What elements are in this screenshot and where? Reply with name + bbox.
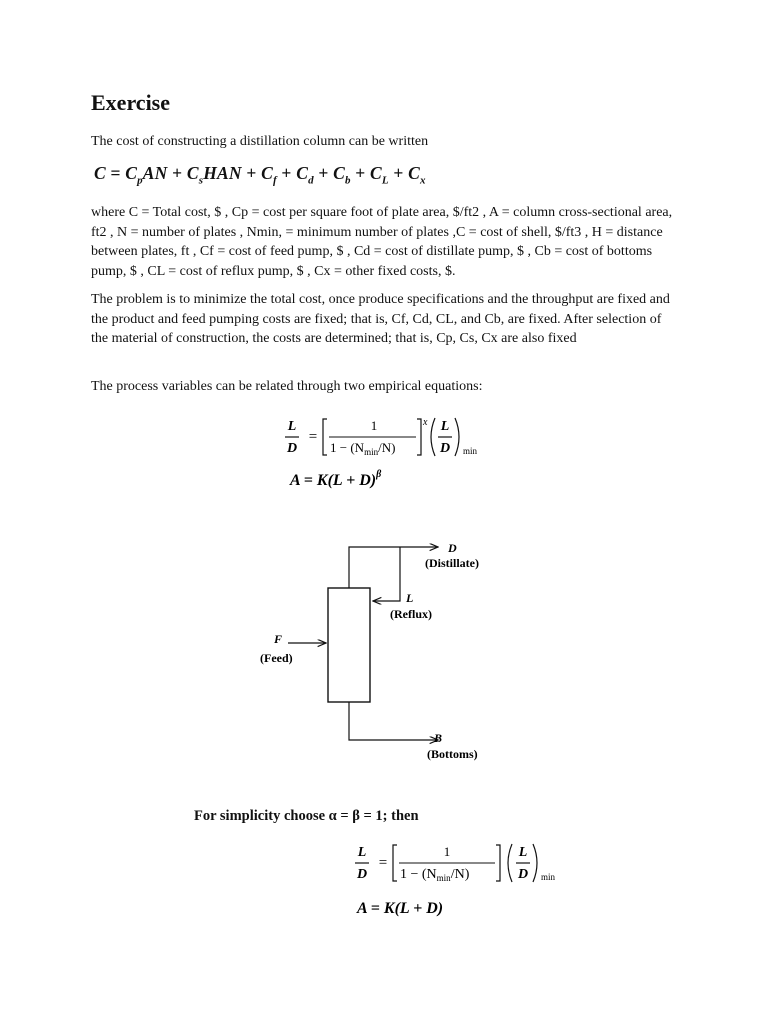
simplified-reflux-equation — [352, 836, 572, 896]
label-L: L — [406, 591, 414, 605]
eq1-D: D — [286, 441, 298, 456]
eq3-one: 1 — [443, 844, 451, 859]
eq3-D: D — [356, 867, 368, 882]
column-shape — [328, 588, 370, 702]
eq3-L: L — [357, 845, 367, 860]
definitions-text: where C = Total cost, $ , Cp = cost per square foot of plate area, $/ft2 , A = column cross-sectional area, ft2 , N = number of plates , Nmin, = minimum number of plates ,C = cost of shell, $/ft3 , H = distance between plates, ft , Cf = cost of feed pump, $ , Cd = cost of distillate pump, $ , Cb = cost of bottoms pump, $ , CL = cost of reflux pump, $ , Cx = other fixed costs, $. — [91, 205, 673, 279]
eq-plus: + — [246, 163, 257, 183]
bottoms-stream — [349, 702, 438, 740]
eq1-exponent: x — [423, 417, 428, 428]
reflux-stream — [373, 547, 400, 601]
eq-term: C — [333, 163, 345, 183]
eq-term: C — [186, 163, 199, 183]
eq-sub: L — [381, 174, 389, 187]
eq1-min: min — [463, 446, 478, 456]
label-feed: (Feed) — [260, 651, 293, 665]
label-D: D — [448, 541, 457, 555]
eq-sub: s — [198, 174, 204, 187]
eq-term: C — [408, 163, 421, 183]
eq3-D2: D — [517, 867, 529, 882]
eq-sub: f — [272, 174, 277, 187]
eq-plus: + — [281, 163, 292, 183]
cost-equation — [94, 163, 426, 187]
intro-text: The cost of constructing a distillation column can be written — [91, 134, 429, 149]
empirical-intro-text: The process variables can be related through two empirical equations: — [91, 379, 483, 394]
simplicity-text: For simplicity choose α = β = 1; then — [194, 808, 419, 824]
eq-sub: b — [344, 174, 351, 187]
simplified-area-equation — [355, 893, 495, 923]
eq-equals: = — [110, 163, 121, 183]
page-title: Exercise — [91, 90, 171, 115]
eq-term: AN — [142, 163, 168, 183]
label-reflux: (Reflux) — [390, 607, 432, 621]
eq-sub: x — [420, 174, 426, 187]
eq-sub: d — [308, 174, 314, 187]
eq3-min: min — [541, 872, 556, 882]
area-equation — [288, 465, 428, 495]
eq3-L2: L — [518, 845, 528, 860]
eq1-L2: L — [440, 419, 450, 434]
eq-term: C — [261, 163, 273, 183]
eq2-text: $A = K(L + D)^\beta$ — [290, 469, 382, 489]
eq-lhs: C — [94, 163, 106, 183]
eq1-L: L — [287, 419, 297, 434]
eq3-equals: = — [378, 855, 388, 871]
eq1-denominator: $1 - (N_{min}/N)$ — [330, 440, 396, 457]
eq3-denominator: $1 - (N_{min}/N)$ — [400, 867, 470, 883]
eq1-D2: D — [439, 441, 451, 456]
eq4-text: A = K(L + D) — [357, 900, 444, 917]
eq1-equals: = — [308, 429, 318, 445]
label-bottoms: (Bottoms) — [427, 747, 478, 761]
eq-plus: + — [172, 163, 183, 183]
eq-plus: + — [318, 163, 329, 183]
eq-term: C — [370, 163, 382, 183]
eq-term: HAN — [203, 163, 242, 183]
label-F: F — [274, 632, 283, 646]
eq-term: C — [296, 163, 309, 183]
eq1-one: 1 — [370, 418, 378, 433]
distillation-column-diagram — [240, 530, 500, 770]
eq-plus: + — [355, 163, 366, 183]
reflux-ratio-equation — [282, 410, 492, 470]
eq-term: C — [125, 163, 138, 183]
eq-sub: p — [137, 174, 143, 187]
label-distillate: (Distillate) — [425, 556, 479, 570]
problem-text: The problem is to minimize the total cost, once produce specifications and the throughput are fixed and the product and feed pumping costs are fixed; that is, Cf, Cd, CL, and Cb, are fixed. After selection of the material of construction, the costs are determined; that is, Cp, Cs, Cx are also fixed — [91, 292, 670, 346]
eq-plus: + — [393, 163, 404, 183]
label-B: B — [434, 731, 443, 745]
